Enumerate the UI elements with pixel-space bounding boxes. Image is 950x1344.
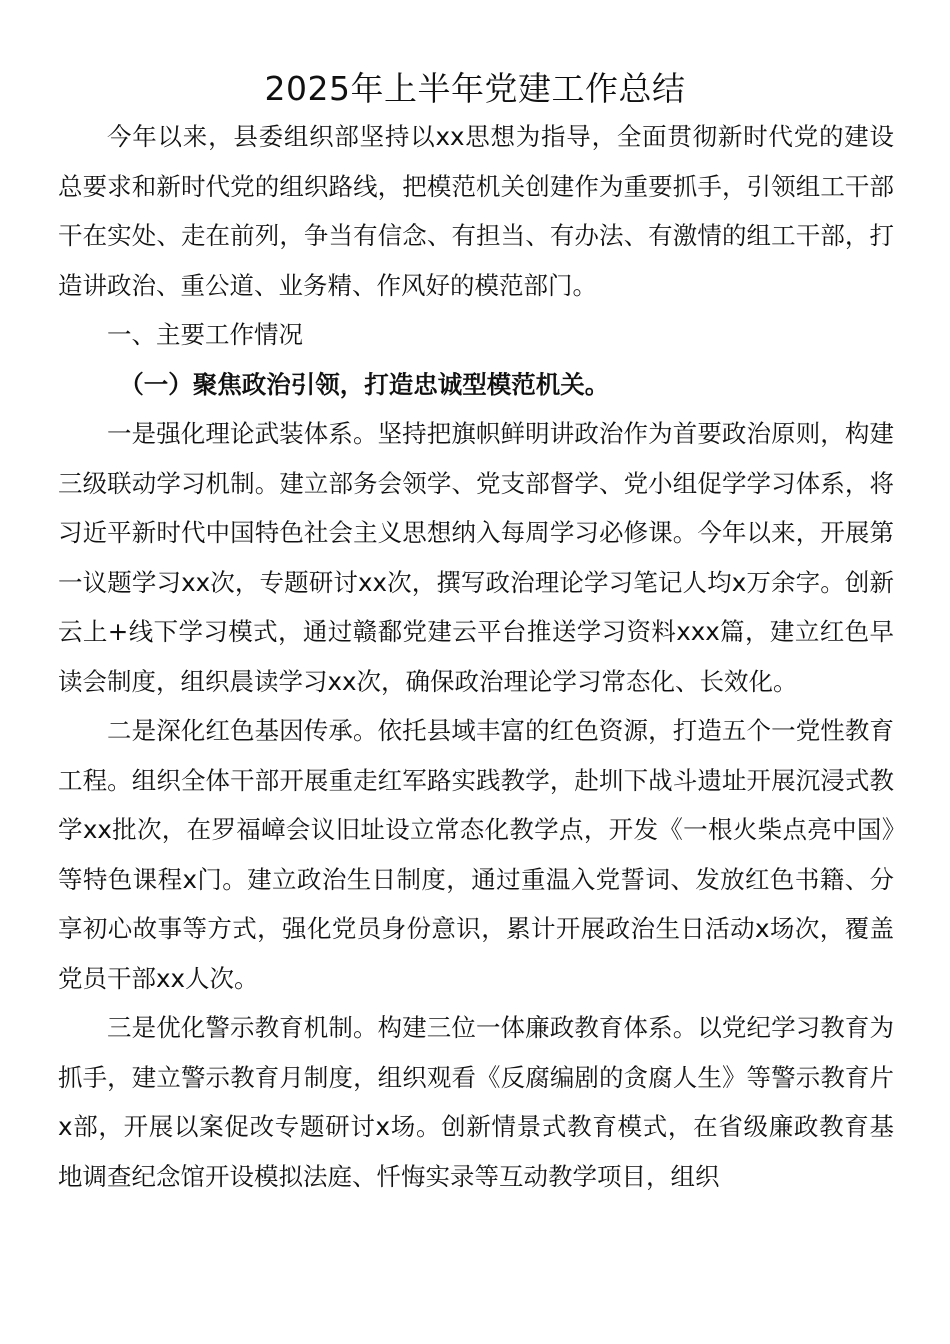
section-heading-main-work: 一、主要工作情况 [107, 320, 303, 349]
document-body [58, 112, 894, 1201]
subsection-heading-political-guidance: （一）聚焦政治引领，打造忠诚型模范机关。 [119, 369, 610, 399]
paragraph-red-gene: 二是深化红色基因传承。依托县域丰富的红色资源，打造五个一党性教育工程。组织全体干部开展重走红军路实践教学，赴圳下战斗遗址开展沉浸式教学xx批次，在罗福嶂会议旧址设立常态化教学点，开发《一根火柴点亮中国》等特色课程x门。建立政治生日制度，通过重温入党誓词、发放红色书籍、分享初心故事等方式，强化党员身份意识，累计开展政治生日活动x场次，覆盖党员干部xx人次。 [58, 716, 894, 993]
intro-paragraph: 今年以来，县委组织部坚持以xx思想为指导，全面贯彻新时代党的建设总要求和新时代党的组织路线，把模范机关创建作为重要抓手，引领组工干部干在实处、走在前列，争当有信念、有担当、有办法、有激情的组工干部，打造讲政治、重公道、业务精、作风好的模范部门。 [58, 122, 894, 300]
document-title: 2025年上半年党建工作总结 [264, 69, 686, 108]
paragraph-theory-armament: 一是强化理论武装体系。坚持把旗帜鲜明讲政治作为首要政治原则，构建三级联动学习机制。建立部务会领学、党支部督学、党小组促学学习体系，将习近平新时代中国特色社会主义思想纳入每周学习必修课。今年以来，开展第一议题学习xx次，专题研讨xx次，撰写政治理论学习笔记人均x万余字。创新云上+线下学习模式，通过赣鄱党建云平台推送学习资料xxx篇，建立红色早读会制度，组织晨读学习xx次，确保政治理论学习常态化、长效化。 [58, 419, 894, 696]
paragraph-warning-education: 三是优化警示教育机制。构建三位一体廉政教育体系。以党纪学习教育为抓手，建立警示教育月制度，组织观看《反腐编剧的贪腐人生》等警示教育片x部，开展以案促改专题研讨x场。创新情景式教育模式，在省级廉政教育基地调查纪念馆开设模拟法庭、忏悔实录等互动教学项目，组织 [58, 1013, 894, 1191]
